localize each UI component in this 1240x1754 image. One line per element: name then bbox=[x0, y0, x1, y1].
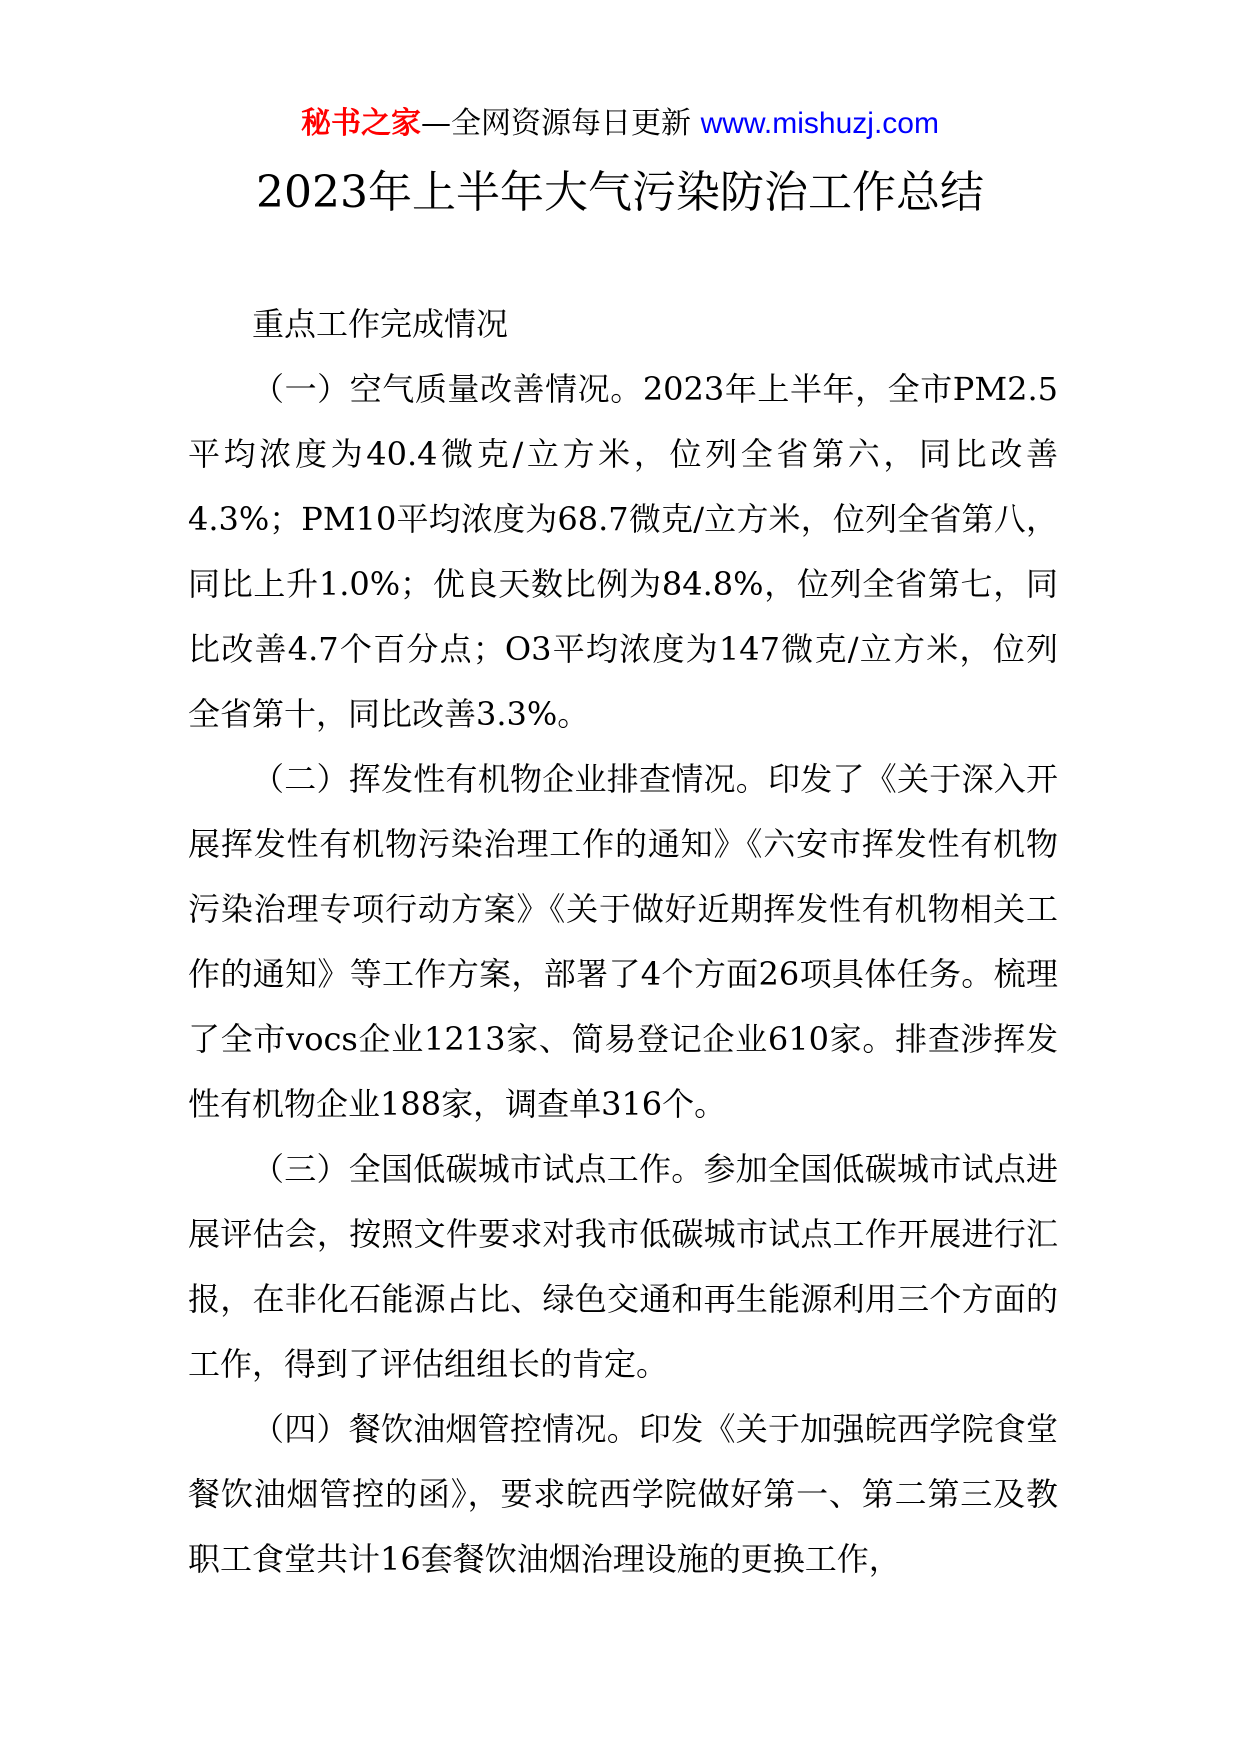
site-url-link[interactable]: www.mishuzj.com bbox=[700, 107, 939, 140]
site-header bbox=[0, 104, 1240, 144]
paragraph-air-quality: （一）空气质量改善情况。2023年上半年，全市PM2.5平均浓度为40.4微克/立方米，位列全省第六，同比改善4.3%；PM10平均浓度为68.7微克/立方米，位列全省第八，同比上升1.0%；优良天数比例为84.8%，位列全省第七，同比改善4.7个百分点；O3平均浓度为147微克/立方米，位列全省第十，同比改善3.3%。 bbox=[188, 370, 1058, 733]
site-brand: 秘书之家 bbox=[301, 106, 422, 141]
paragraph-cooking-fumes: （四）餐饮油烟管控情况。印发《关于加强皖西学院食堂餐饮油烟管控的函》，要求皖西学院做好第一、第二第三及教职工食堂共计16套餐饮油烟治理设施的更换工作， bbox=[188, 1410, 1058, 1578]
document-body bbox=[188, 292, 1058, 1592]
paragraph-low-carbon-city: （三）全国低碳城市试点工作。参加全国低碳城市试点进展评估会，按照文件要求对我市低碳城市试点工作开展进行汇报，在非化石能源占比、绿色交通和再生能源利用三个方面的工作，得到了评估组组长的肯定。 bbox=[188, 1150, 1058, 1383]
document-title: 2023年上半年大气污染防治工作总结 bbox=[256, 167, 984, 218]
site-tagline: —全网资源每日更新 bbox=[421, 106, 701, 141]
paragraph-voc-enterprises: （二）挥发性有机物企业排查情况。印发了《关于深入开展挥发性有机物污染治理工作的通知》《六安市挥发性有机物污染治理专项行动方案》《关于做好近期挥发性有机物相关工作的通知》等工作方案，部署了4个方面26项具体任务。梳理了全市vocs企业1213家、简易登记企业610家。排查涉挥发性有机物企业188家，调查单316个。 bbox=[188, 760, 1058, 1123]
section-heading: 重点工作完成情况 bbox=[252, 305, 509, 343]
